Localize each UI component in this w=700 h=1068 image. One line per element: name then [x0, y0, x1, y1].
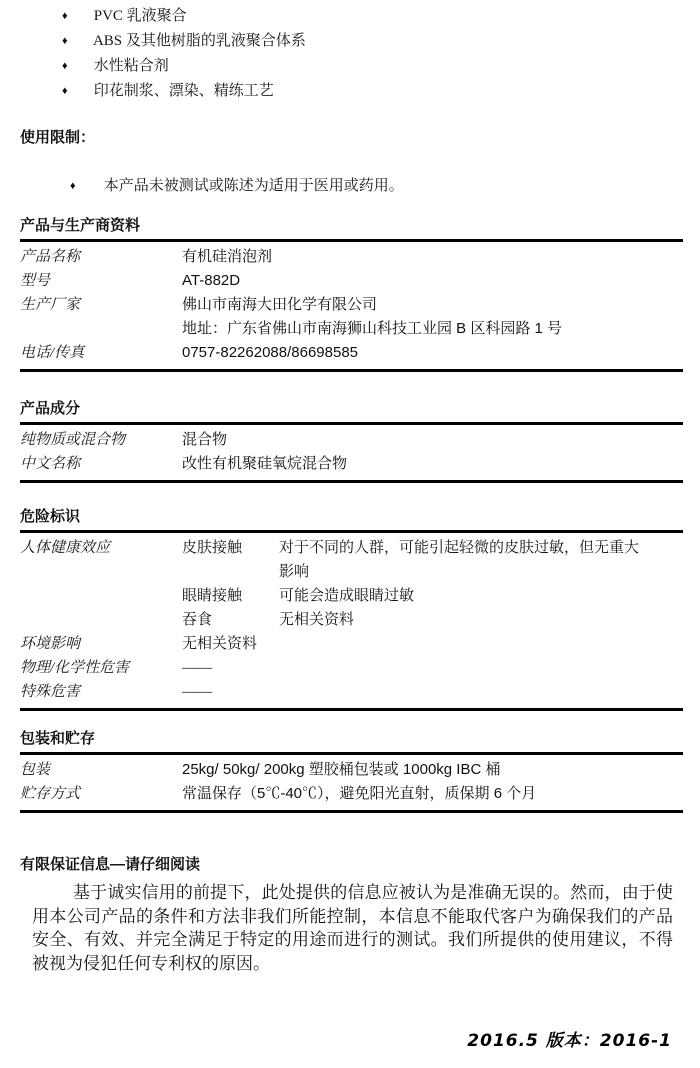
row-subcategory: —— [182, 660, 212, 676]
list-item-text: 印花制浆、漂染、精练工艺 [93, 83, 274, 99]
row-value: 25kg/ 50kg/ 200kg 塑胶桶包装或 1000kg IBC 桶 [182, 761, 501, 778]
warranty-paragraph: 基于诚实信用的前提下，此处提供的信息应被认为是准确无误的。然而，由于使用本公司产品的条件和方法非我们所能控制，本信息不能取代客户为确保我们的产品安全、有效、并完全满足于特定的用途而进行的测试。我们所提供的使用建议，不得被视为侵犯任何专利权的原因。 [32, 883, 673, 973]
table-row [20, 584, 683, 608]
section-heading: 危险标识 [20, 508, 81, 525]
row-label: 特殊危害 [20, 684, 81, 700]
row-value: 佛山市南海大田化学有限公司 [182, 296, 378, 313]
packaging-rows [20, 755, 683, 810]
restriction-text: 本产品未被测试或陈述为适用于医用或药用。 [103, 178, 404, 194]
version-footer: 2016.5 版本：2016-1 [467, 1031, 672, 1051]
list-item [62, 4, 683, 29]
diamond-bullet-icon: ♦ [62, 85, 68, 97]
list-item [62, 79, 683, 104]
table-row [20, 428, 683, 452]
list-item-text: ABS 及其他树脂的乳液聚合体系 [92, 33, 306, 49]
warranty-heading: 有限保证信息—请仔细阅读 [20, 856, 201, 873]
row-label: 人体健康效应 [20, 540, 111, 556]
row-value: 改性有机聚硅氧烷混合物 [182, 455, 348, 472]
table-row [20, 452, 683, 476]
section-product-info [20, 216, 683, 372]
diamond-bullet-icon: ♦ [62, 35, 68, 47]
table-row [20, 680, 683, 704]
list-item-text: 水性粘合剂 [93, 58, 169, 74]
table-row [20, 269, 683, 293]
hazard-rows [20, 533, 683, 708]
table-row [20, 245, 683, 269]
row-subcategory: 眼睛接触 [182, 588, 243, 604]
row-description: 可能会造成眼睛过敏 [279, 588, 415, 604]
row-value: 0757-82262088/86698585 [182, 344, 359, 361]
section-rule [20, 708, 683, 711]
table-row [20, 317, 683, 341]
row-value: 地址：广东省佛山市南海狮山科技工业园 B 区科园路 1 号 [182, 320, 563, 337]
row-label: 生产厂家 [20, 297, 81, 313]
row-label: 电话/传真 [20, 345, 85, 361]
section-rule [20, 480, 683, 483]
table-row [20, 536, 683, 584]
row-value: AT-882D [182, 272, 241, 289]
list-item-text: PVC 乳液聚合 [93, 8, 187, 24]
diamond-bullet-icon: ♦ [62, 60, 68, 72]
row-label: 物理/化学性危害 [20, 660, 130, 676]
section-packaging [20, 729, 683, 813]
list-item [62, 29, 683, 54]
row-description: 无相关资料 [279, 612, 355, 628]
list-item [62, 54, 683, 79]
table-row [20, 656, 683, 680]
usage-restriction-heading: 使用限制： [20, 129, 96, 146]
table-row [20, 293, 683, 317]
section-heading: 包装和贮存 [20, 730, 96, 747]
table-row [20, 341, 683, 365]
row-subcategory: 无相关资料 [182, 636, 258, 652]
product-info-rows [20, 242, 683, 369]
row-subcategory: —— [182, 684, 212, 700]
section-heading: 产品成分 [20, 400, 81, 417]
row-value: 混合物 [182, 431, 228, 448]
table-row [20, 782, 683, 806]
row-value: 有机硅消泡剂 [182, 248, 273, 265]
row-label: 包装 [20, 762, 51, 778]
row-label: 中文名称 [20, 456, 81, 472]
section-rule [20, 810, 683, 813]
row-label: 贮存方式 [20, 786, 81, 802]
row-subcategory: 皮肤接触 [182, 540, 243, 556]
row-description: 对于不同的人群，可能引起轻微的皮肤过敏，但无重大影响 [279, 540, 640, 580]
row-label: 产品名称 [20, 249, 81, 265]
row-label: 型号 [20, 273, 51, 289]
restriction-list-item [70, 174, 683, 198]
row-value: 常温保存（5℃-40℃），避免阳光直射，质保期 6 个月 [182, 785, 537, 802]
diamond-bullet-icon: ♦ [62, 10, 68, 22]
row-label: 纯物质或混合物 [20, 432, 126, 448]
table-row [20, 758, 683, 782]
section-composition [20, 399, 683, 483]
section-hazard [20, 507, 683, 711]
table-row [20, 632, 683, 656]
row-label: 环境影响 [20, 636, 81, 652]
section-heading: 产品与生产商资料 [20, 217, 141, 234]
composition-rows [20, 425, 683, 480]
applications-list [20, 2, 683, 104]
table-row [20, 608, 683, 632]
section-rule [20, 369, 683, 372]
diamond-bullet-icon: ♦ [70, 180, 76, 192]
row-subcategory: 吞食 [182, 612, 213, 628]
warranty-section [20, 855, 683, 975]
